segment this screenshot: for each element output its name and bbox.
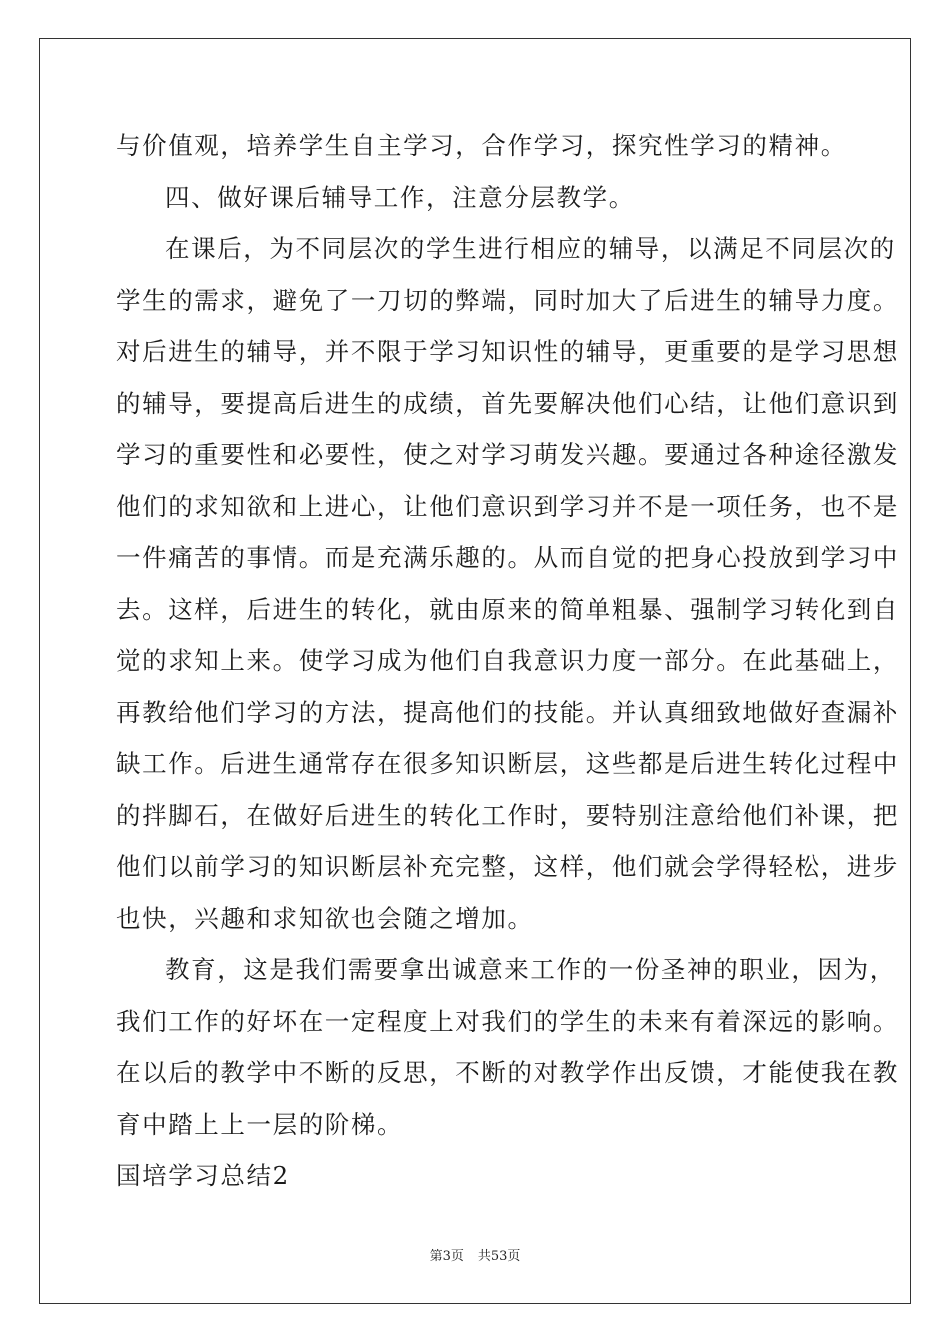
total-pages: 共53页 [477, 1249, 521, 1264]
paragraph-line: 教育，这是我们需要拿出诚意来工作的一份圣神的职业，因为， [165, 955, 896, 984]
paragraph-line: 我们工作的好坏在一定程度上对我们的学生的未来有着深远的影响。 [116, 1006, 899, 1036]
paragraph-line: 的拌脚石，在做好后进生的转化工作时，要特别注意给他们补课，把 [116, 800, 899, 830]
document-body [116, 126, 899, 1208]
paragraph-line: 在以后的教学中不断的反思，不断的对教学作出反馈，才能使我在教 [116, 1058, 899, 1087]
paragraph-line: 觉的求知上来。使学习成为他们自我意识力度一部分。在此基础上， [116, 646, 899, 675]
page-number: 第3页 [429, 1249, 464, 1264]
page-footer [0, 1245, 950, 1264]
paragraph-line: 也快，兴趣和求知欲也会随之增加。 [116, 903, 534, 933]
paragraph-line: 在课后，为不同层次的学生进行相应的辅导，以满足不同层次的 [165, 234, 896, 263]
paragraph-line: 一件痛苦的事情。而是充满乐趣的。从而自觉的把身心投放到学习中 [116, 543, 899, 572]
paragraph-line: 他们的求知欲和上进心，让他们意识到学习并不是一项任务，也不是 [116, 491, 899, 521]
paragraph-line: 与价值观，培养学生自主学习，合作学习，探究性学习的精神。 [116, 131, 847, 160]
paragraph-line: 再教给他们学习的方法，提高他们的技能。并认真细致地做好查漏补 [116, 697, 899, 727]
paragraph-line: 育中踏上上一层的阶梯。 [116, 1109, 404, 1139]
paragraph-line: 学生的需求，避免了一刀切的弊端，同时加大了后进生的辅导力度。 [116, 285, 899, 315]
paragraph-line: 学习的重要性和必要性，使之对学习萌发兴趣。要通过各种途径激发 [116, 440, 899, 469]
paragraph-line: 对后进生的辅导，并不限于学习知识性的辅导，更重要的是学习思想 [116, 337, 899, 366]
paragraph-line: 他们以前学习的知识断层补充完整，这样，他们就会学得轻松，进步 [116, 852, 899, 881]
paragraph-line: 四、做好课后辅导工作，注意分层教学。 [165, 182, 635, 212]
paragraph-line: 缺工作。后进生通常存在很多知识断层，这些都是后进生转化过程中 [116, 749, 899, 778]
section-title: 国培学习总结2 [116, 1161, 290, 1190]
paragraph-line: 去。这样，后进生的转化，就由原来的简单粗暴、强制学习转化到自 [116, 594, 899, 624]
paragraph-line: 的辅导，要提高后进生的成绩，首先要解决他们心结，让他们意识到 [116, 388, 899, 418]
